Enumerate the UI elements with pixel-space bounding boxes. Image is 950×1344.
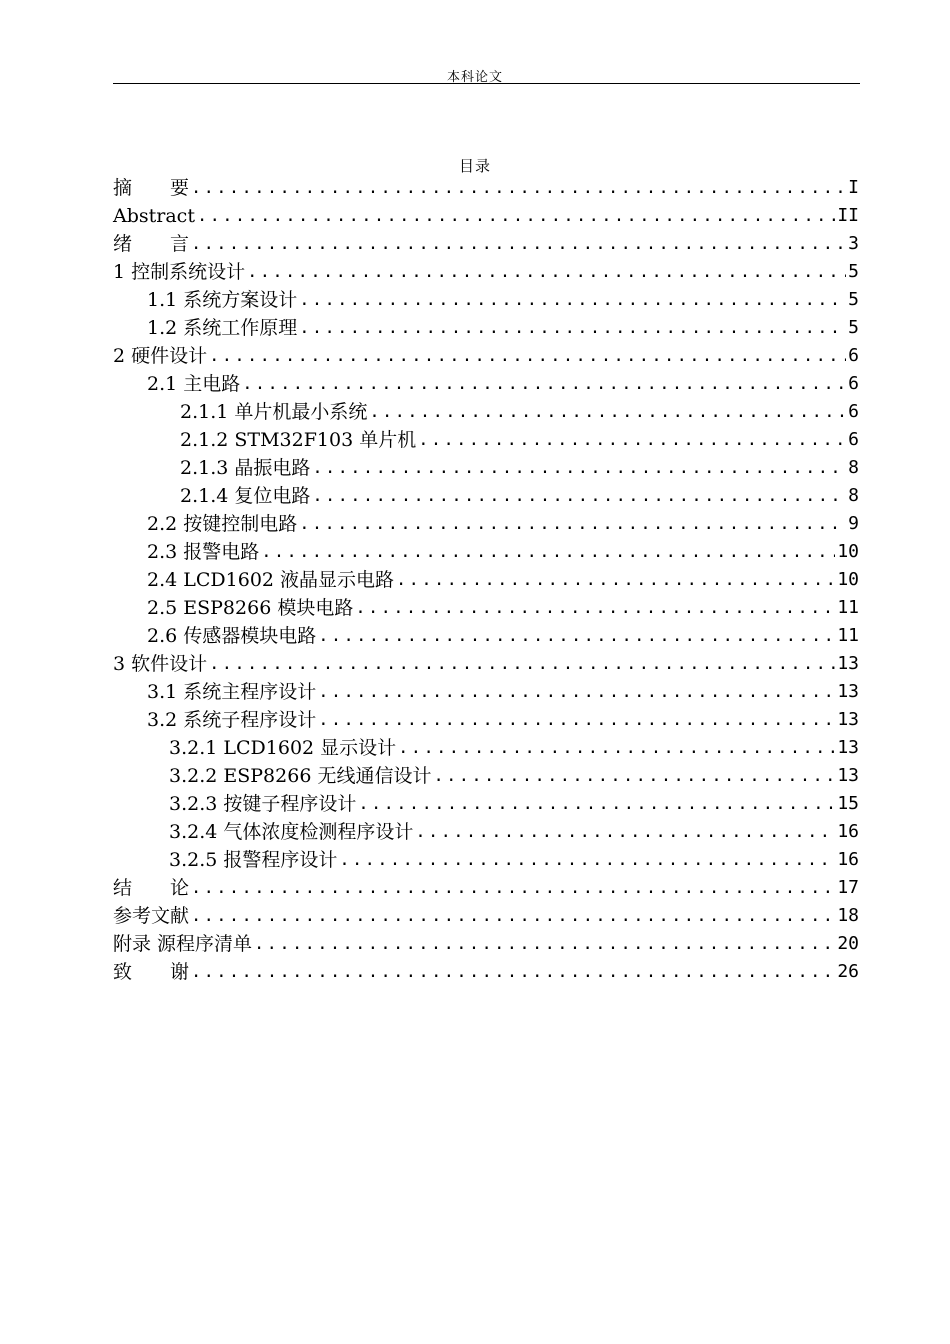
toc-leader-dots [191,874,835,902]
toc-entry-label: 附录 源程序清单 [113,933,253,955]
toc-entry-label: 3 软件设计 [113,653,208,675]
toc-leader-dots [318,622,835,650]
toc-entry[interactable] [113,286,859,314]
toc-leader-dots [197,202,835,230]
toc-entry[interactable] [113,454,859,482]
toc-entry[interactable] [113,762,859,790]
toc-leader-dots [415,818,835,846]
toc-entry[interactable] [113,790,859,818]
toc-leader-dots [191,174,846,202]
toc-entry-page: 8 [848,485,859,506]
toc-entry-page: 10 [837,541,859,562]
toc-leader-dots [242,370,846,398]
toc-entry[interactable] [113,622,859,650]
toc-entry-label: 3.2.4 气体浓度检测程序设计 [169,821,414,843]
toc-leader-dots [418,426,846,454]
toc-entry-page: 16 [837,821,859,842]
toc-entry[interactable] [113,398,859,426]
toc-entry-page: 13 [837,653,859,674]
toc-entry-label: 3.2.1 LCD1602 显示设计 [169,737,397,759]
toc-leader-dots [299,510,846,538]
toc-entry[interactable] [113,902,859,930]
toc-entry-label: 参考文献 [113,905,190,927]
toc-leader-dots [369,398,846,426]
toc-entry-page: 5 [848,317,859,338]
toc-entry-label: 结 论 [113,877,190,899]
toc-entry-page: 10 [837,569,859,590]
toc-entry-label: 1 控制系统设计 [113,261,246,283]
toc-leader-dots [312,482,846,510]
toc-entry[interactable] [113,594,859,622]
toc-entry-label: 绪 言 [113,233,190,255]
header-divider [113,83,860,84]
toc-entry[interactable] [113,678,859,706]
toc-leader-dots [191,902,835,930]
toc-entry-label: 2.1.2 STM32F103 单片机 [180,429,417,451]
toc-entry-label: 致 谢 [113,961,190,983]
toc-entry-label: 2.6 传感器模块电路 [147,625,317,647]
toc-entry-page: 26 [837,961,859,982]
toc-leader-dots [396,566,835,594]
toc-entry-page: 20 [837,933,859,954]
toc-entry-label: 3.1 系统主程序设计 [147,681,317,703]
toc-entry-label: 2.1 主电路 [147,373,241,395]
toc-entry-label: 2.1.4 复位电路 [180,485,311,507]
toc-leader-dots [261,538,835,566]
table-of-contents [113,174,859,986]
toc-entry-label: Abstract [113,205,195,227]
toc-entry-page: 9 [848,513,859,534]
toc-entry[interactable] [113,930,859,958]
toc-entry[interactable] [113,482,859,510]
toc-entry-label: 3.2.2 ESP8266 无线通信设计 [169,765,432,787]
toc-entry[interactable] [113,650,859,678]
toc-entry-page: 6 [848,401,859,422]
toc-entry-page: 5 [848,289,859,310]
toc-entry[interactable] [113,258,859,286]
toc-entry[interactable] [113,958,859,986]
toc-entry-label: 2 硬件设计 [113,345,208,367]
toc-entry-page: 13 [837,681,859,702]
toc-entry-page: 3 [848,233,859,254]
toc-entry[interactable] [113,342,859,370]
toc-entry-page: 16 [837,849,859,870]
toc-leader-dots [299,314,846,342]
toc-leader-dots [339,846,835,874]
toc-entry-page: 6 [848,373,859,394]
toc-entry-page: 11 [837,597,859,618]
toc-entry[interactable] [113,734,859,762]
page-header: 本科论文 [446,70,503,85]
toc-entry-label: 3.2 系统子程序设计 [147,709,317,731]
toc-entry-page: 18 [837,905,859,926]
toc-leader-dots [191,230,846,258]
toc-entry[interactable] [113,314,859,342]
toc-entry-label: 2.1.1 单片机最小系统 [180,401,368,423]
toc-entry-page: 13 [837,709,859,730]
toc-leader-dots [433,762,835,790]
toc-entry[interactable] [113,230,859,258]
toc-entry[interactable] [113,846,859,874]
toc-entry-page: 11 [837,625,859,646]
toc-entry-label: 2.3 报警电路 [147,541,260,563]
toc-entry-label: 3.2.3 按键子程序设计 [169,793,357,815]
toc-leader-dots [358,790,835,818]
toc-leader-dots [299,286,846,314]
toc-leader-dots [398,734,835,762]
toc-leader-dots [312,454,846,482]
toc-entry-label: 1.1 系统方案设计 [147,289,298,311]
toc-entry-page: 17 [837,877,859,898]
toc-entry[interactable] [113,174,859,202]
toc-leader-dots [247,258,846,286]
toc-entry-page: 13 [837,765,859,786]
toc-entry-page: I [848,177,859,198]
toc-entry[interactable] [113,426,859,454]
toc-entry-label: 1.2 系统工作原理 [147,317,298,339]
toc-entry[interactable] [113,706,859,734]
toc-leader-dots [318,678,835,706]
toc-entry-page: 6 [848,345,859,366]
toc-leader-dots [318,706,835,734]
toc-entry[interactable] [113,874,859,902]
toc-leader-dots [254,930,835,958]
toc-leader-dots [355,594,835,622]
toc-leader-dots [209,650,835,678]
toc-entry-page: 13 [837,737,859,758]
toc-entry-page: 6 [848,429,859,450]
toc-entry-label: 摘 要 [113,177,190,199]
toc-entry-label: 3.2.5 报警程序设计 [169,849,338,871]
toc-entry[interactable] [113,566,859,594]
toc-title: 目录 [458,157,491,175]
toc-entry-label: 2.1.3 晶振电路 [180,457,311,479]
toc-entry[interactable] [113,510,859,538]
toc-leader-dots [209,342,846,370]
toc-entry-page: 5 [848,261,859,282]
toc-entry-page: II [837,205,859,226]
toc-entry[interactable] [113,370,859,398]
toc-entry-label: 2.4 LCD1602 液晶显示电路 [147,569,395,591]
toc-entry-label: 2.2 按键控制电路 [147,513,298,535]
toc-entry[interactable] [113,538,859,566]
toc-entry[interactable] [113,202,859,230]
toc-entry[interactable] [113,818,859,846]
toc-entry-label: 2.5 ESP8266 模块电路 [147,597,354,619]
toc-entry-page: 8 [848,457,859,478]
toc-leader-dots [191,958,835,986]
toc-entry-page: 15 [837,793,859,814]
